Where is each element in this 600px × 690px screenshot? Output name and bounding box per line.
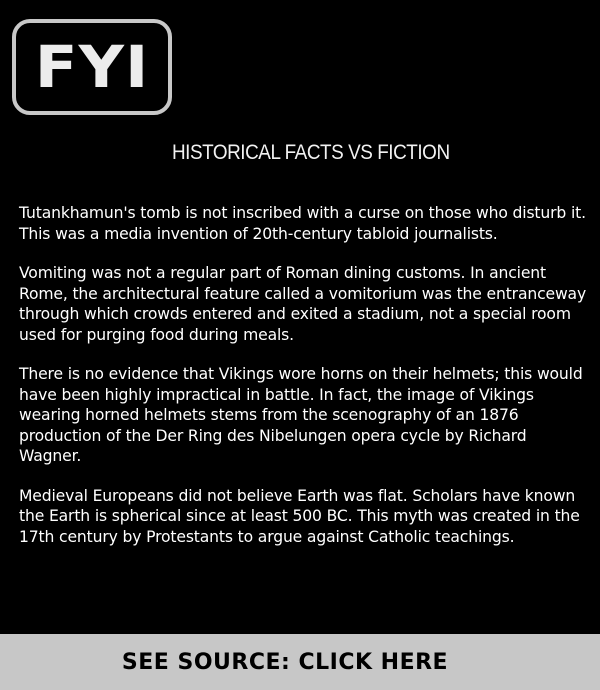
fact-paragraph: There is no evidence that Vikings wore horns on their helmets; this would have been highly impractical in battle. In fact, the image of Vikings wearing horned helmets stems from the scenography of an 1876 production of the Der Ring des Nibelungen opera cycle by Richard Wagner. — [19, 365, 583, 465]
see-source-link[interactable]: SEE SOURCE: CLICK HERE — [121, 649, 449, 675]
page-title: HISTORICAL FACTS VS FICTION — [171, 141, 450, 164]
footer-bar — [0, 634, 600, 690]
fact-paragraph: Vomiting was not a regular part of Roman dining customs. In ancient Rome, the architectural feature called a vomitorium was the entranceway through which crowds entered and exited a stadium, not a special room used for purging food during meals. — [19, 264, 587, 344]
facts-list — [19, 203, 587, 566]
fact-paragraph: Tutankhamun's tomb is not inscribed with a curse on those who disturb it. This was a media invention of 20th-century tabloid journalists. — [19, 204, 586, 243]
fact-paragraph: Medieval Europeans did not believe Earth was flat. Scholars have known the Earth is spherical since at least 500 BC. This myth was created in the 17th century by Protestants to argue against Catholic teachings. — [19, 486, 580, 546]
logo-text: FYI — [34, 33, 150, 101]
fyi-logo — [12, 19, 172, 115]
